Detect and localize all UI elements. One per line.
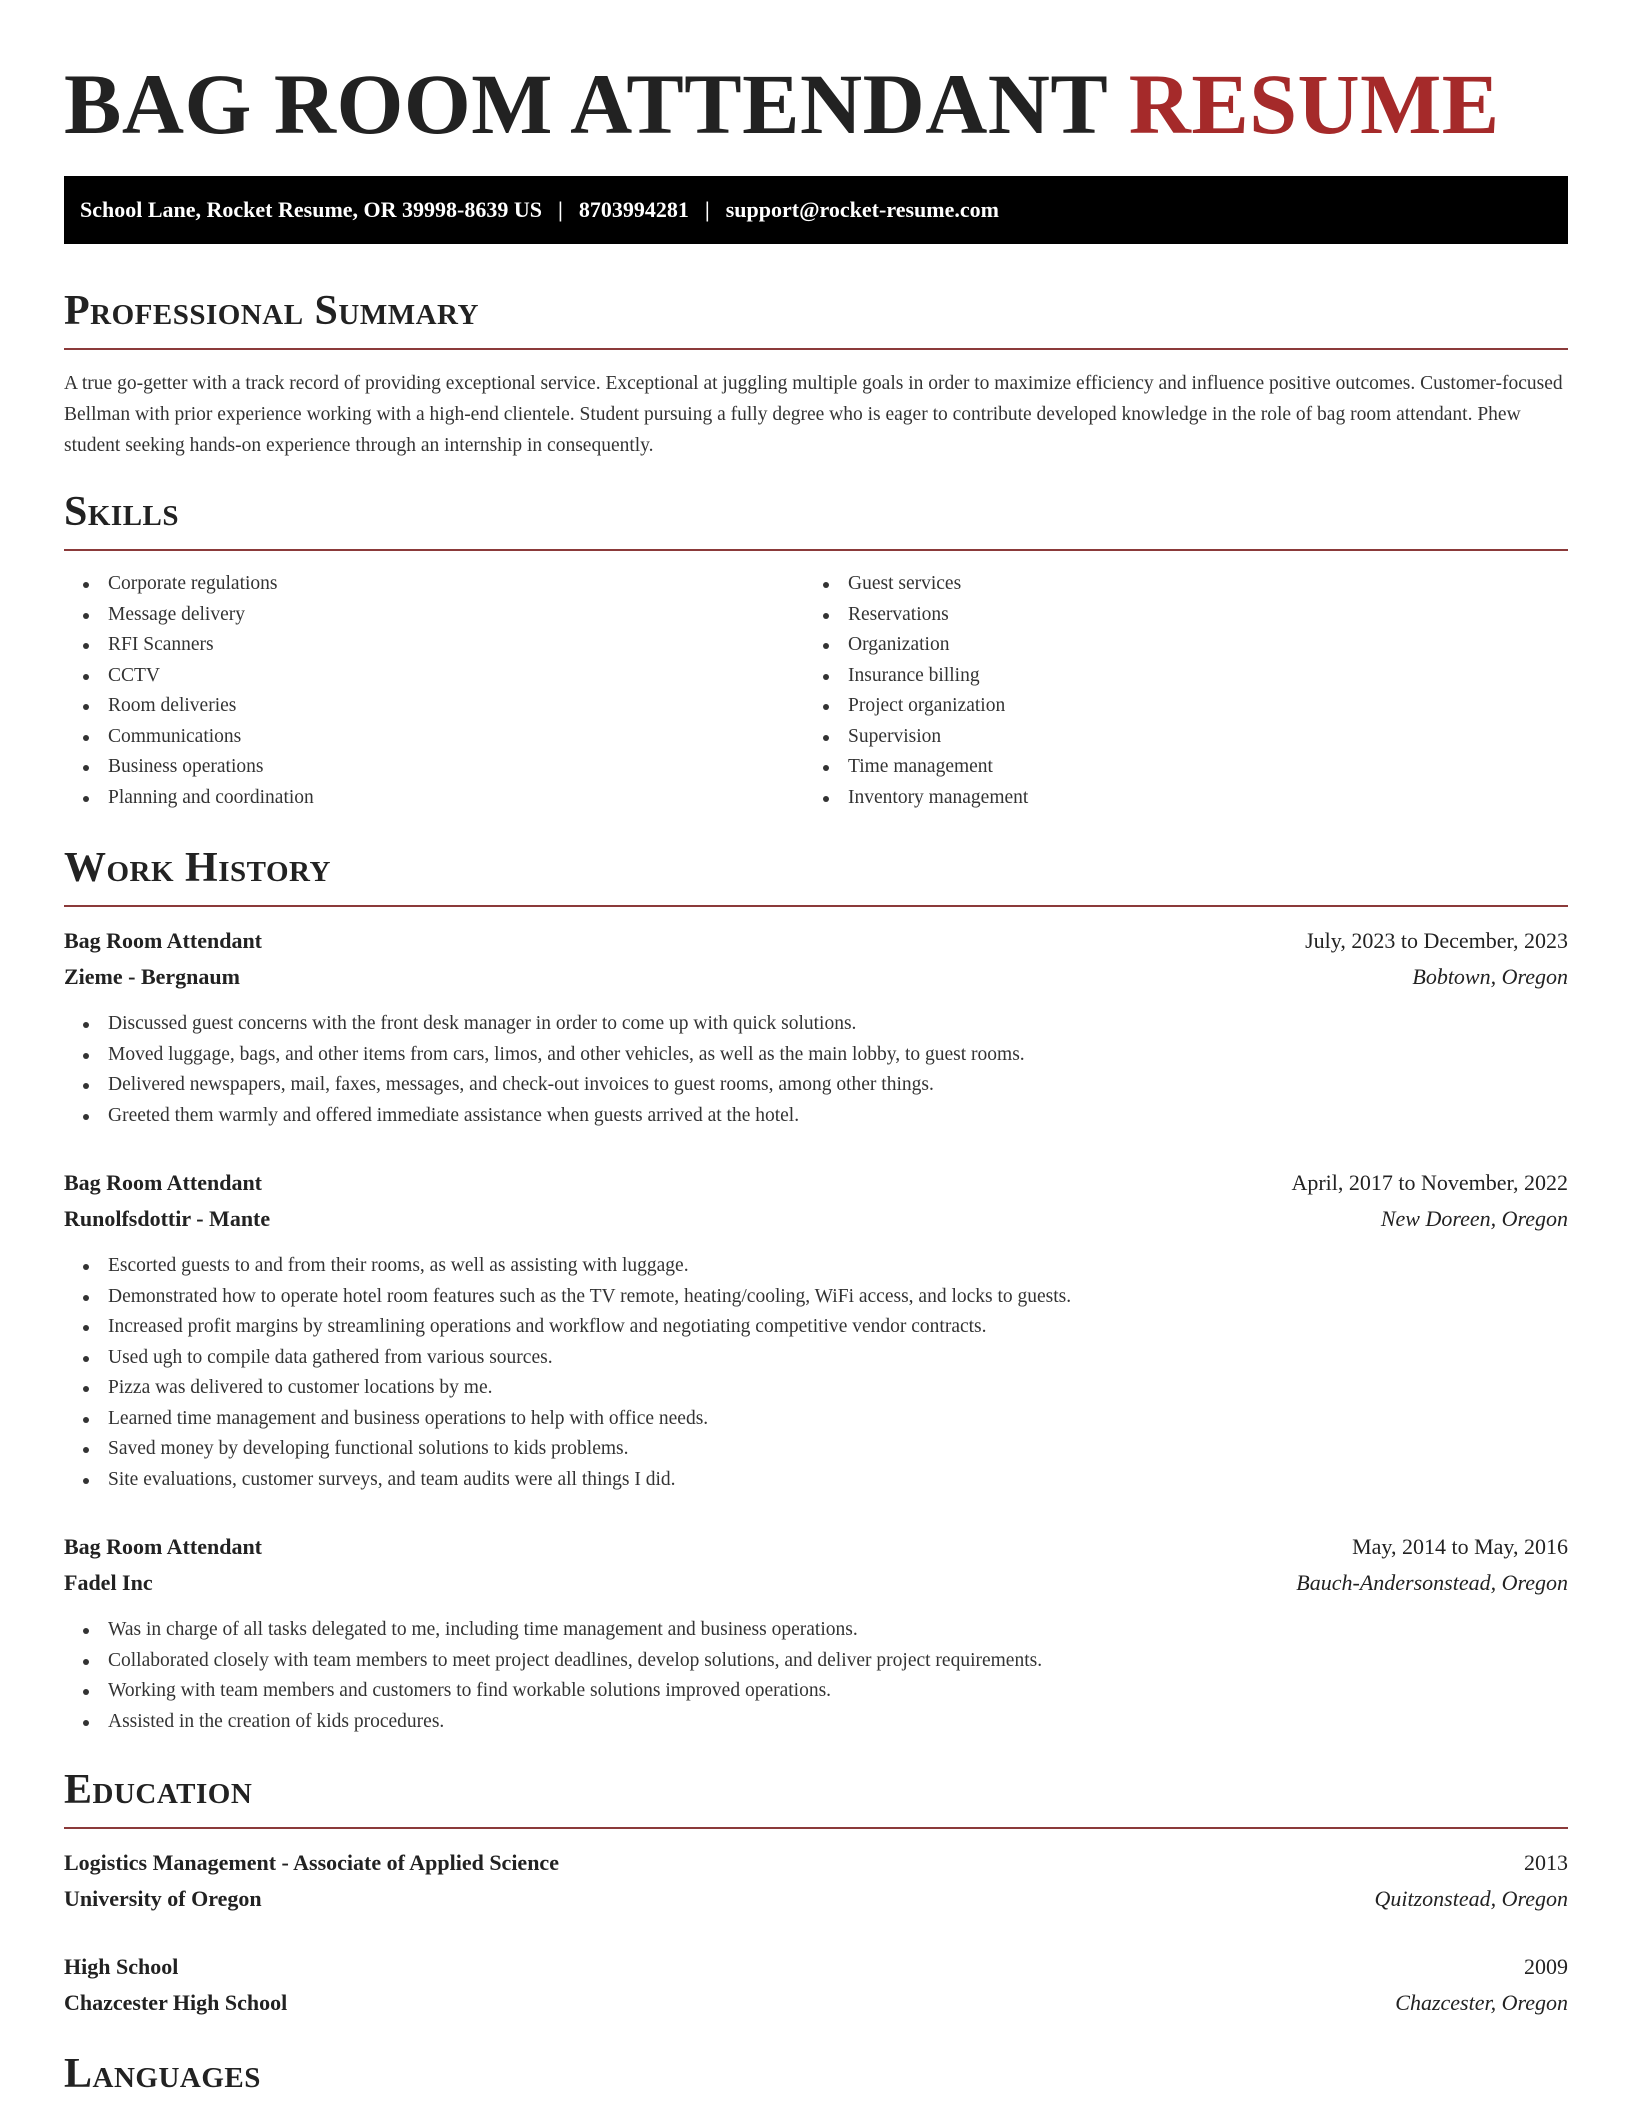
education-school: Chazcester High School [64, 1990, 288, 2015]
skill-item: Corporate regulations [108, 569, 804, 600]
skill-item: Guest services [848, 569, 1544, 600]
job-entry [64, 1529, 1568, 1737]
skill-item: Project organization [848, 691, 1544, 722]
job-title: Bag Room Attendant [64, 1534, 263, 1559]
section-heading-languages: Languages [64, 2051, 261, 2097]
skills-list-left [64, 569, 804, 813]
education-school: University of Oregon [64, 1886, 262, 1911]
skill-item: Room deliveries [108, 691, 804, 722]
job-bullet: Escorted guests to and from their rooms, as well as assisting with luggage. [108, 1251, 1568, 1282]
education-school-row [64, 1881, 1568, 1917]
title-accent: RESUME [1128, 56, 1500, 152]
education-degree-row [64, 1845, 1568, 1881]
skill-item: CCTV [108, 661, 804, 692]
skill-item: Reservations [848, 600, 1544, 631]
summary-section [64, 286, 1568, 461]
job-bullet: Moved luggage, bags, and other items from cars, limos, and other vehicles, as well as the main lobby, to guest rooms. [108, 1040, 1568, 1071]
job-bullet: Collaborated closely with team members to meet project deadlines, develop solutions, and deliver project requirements. [108, 1646, 1568, 1677]
job-dates: May, 2014 to May, 2016 [1352, 1534, 1568, 1559]
contact-bar [64, 176, 1568, 244]
skill-item: Organization [848, 630, 1544, 661]
skills-section [64, 487, 1568, 813]
job-bullet: Delivered newspapers, mail, faxes, messages, and check-out invoices to guest rooms, among other things. [108, 1070, 1568, 1101]
job-company: Fadel Inc [64, 1570, 153, 1595]
languages-section [64, 2049, 1568, 2099]
education-entry [64, 1949, 1568, 2021]
skill-item: Business operations [108, 752, 804, 783]
section-divider [64, 348, 1568, 350]
job-bullet: Site evaluations, customer surveys, and team audits were all things I did. [108, 1465, 1568, 1496]
job-location: New Doreen, Oregon [1380, 1206, 1568, 1231]
section-heading-summary: Professional Summary [64, 288, 479, 334]
section-heading-skills: Skills [64, 489, 180, 535]
job-bullet: Increased profit margins by streamlining operations and workflow and negotiating competitive vendor contracts. [108, 1312, 1568, 1343]
skill-item: Communications [108, 722, 804, 753]
job-title-row [64, 923, 1568, 959]
title-main: BAG ROOM ATTENDANT [64, 56, 1107, 152]
skill-item: Insurance billing [848, 661, 1544, 692]
job-bullet: Was in charge of all tasks delegated to me, including time management and business operations. [108, 1615, 1568, 1646]
section-heading-work-history: Work History [64, 845, 331, 891]
job-title-row [64, 1165, 1568, 1201]
job-title: Bag Room Attendant [64, 1170, 263, 1195]
contact-separator: | [558, 197, 563, 222]
summary-text: A true go-getter with a track record of providing exceptional service. Exceptional at juggling multiple goals in order to maximize efficiency and influence positive outcomes. Customer-focused Bellman with prior experience working with a high-end clientele. Student pursuing a fully degree who is eager to contribute developed knowledge in the role of bag room attendant. Phew student seeking hands-on experience through an internship in consequently. [64, 373, 1563, 456]
education-location: Chazcester, Oregon [1395, 1990, 1568, 2015]
skill-item: Supervision [848, 722, 1544, 753]
education-year: 2009 [1524, 1954, 1568, 1979]
job-company: Runolfsdottir - Mante [64, 1206, 271, 1231]
work-history-section [64, 843, 1568, 1737]
job-entry [64, 1165, 1568, 1495]
job-bullet: Greeted them warmly and offered immediate assistance when guests arrived at the hotel. [108, 1101, 1568, 1132]
job-company: Zieme - Bergnaum [64, 964, 240, 989]
resume-title [64, 0, 1568, 154]
job-dates: April, 2017 to November, 2022 [1291, 1170, 1568, 1195]
skill-item: RFI Scanners [108, 630, 804, 661]
skills-list-right [804, 569, 1544, 813]
job-company-row [64, 959, 1568, 995]
job-bullet: Discussed guest concerns with the front desk manager in order to come up with quick solutions. [108, 1009, 1568, 1040]
education-location: Quitzonstead, Oregon [1374, 1886, 1568, 1911]
education-year: 2013 [1524, 1850, 1568, 1875]
skill-item: Time management [848, 752, 1544, 783]
education-degree: Logistics Management - Associate of Applied Science [64, 1850, 559, 1875]
job-company-row [64, 1201, 1568, 1237]
job-bullet: Used ugh to compile data gathered from various sources. [108, 1343, 1568, 1374]
job-bullets [64, 1615, 1568, 1737]
education-degree-row [64, 1949, 1568, 1985]
contact-email: support@rocket-resume.com [725, 197, 999, 222]
skill-item: Planning and coordination [108, 783, 804, 814]
education-school-row [64, 1985, 1568, 2021]
education-degree: High School [64, 1954, 179, 1979]
skills-columns [64, 569, 1568, 813]
job-title-row [64, 1529, 1568, 1565]
contact-address: School Lane, Rocket Resume, OR 39998-8639 US [80, 197, 542, 222]
section-heading-education: Education [64, 1767, 253, 1813]
job-bullets [64, 1251, 1568, 1495]
resume-page [64, 0, 1568, 2099]
job-bullet: Demonstrated how to operate hotel room features such as the TV remote, heating/cooling, WiFi access, and locks to guests. [108, 1282, 1568, 1313]
contact-separator: | [704, 197, 710, 222]
job-bullet: Learned time management and business operations to help with office needs. [108, 1404, 1568, 1435]
job-bullet: Working with team members and customers to find workable solutions improved operations. [108, 1676, 1568, 1707]
section-divider [64, 1827, 1568, 1829]
job-location: Bobtown, Oregon [1412, 964, 1568, 989]
job-bullet: Pizza was delivered to customer locations by me. [108, 1373, 1568, 1404]
education-entry [64, 1845, 1568, 1917]
job-location: Bauch-Andersonstead, Oregon [1296, 1570, 1568, 1595]
job-bullet: Saved money by developing functional solutions to kids problems. [108, 1434, 1568, 1465]
job-bullet: Assisted in the creation of kids procedures. [108, 1707, 1568, 1738]
job-bullets [64, 1009, 1568, 1131]
job-title: Bag Room Attendant [64, 928, 263, 953]
section-divider [64, 549, 1568, 551]
skill-item: Inventory management [848, 783, 1544, 814]
skill-item: Message delivery [108, 600, 804, 631]
job-company-row [64, 1565, 1568, 1601]
education-section [64, 1765, 1568, 2021]
section-divider [64, 905, 1568, 907]
job-entry [64, 923, 1568, 1131]
contact-phone: 8703994281 [578, 197, 689, 222]
job-dates: July, 2023 to December, 2023 [1305, 928, 1568, 953]
